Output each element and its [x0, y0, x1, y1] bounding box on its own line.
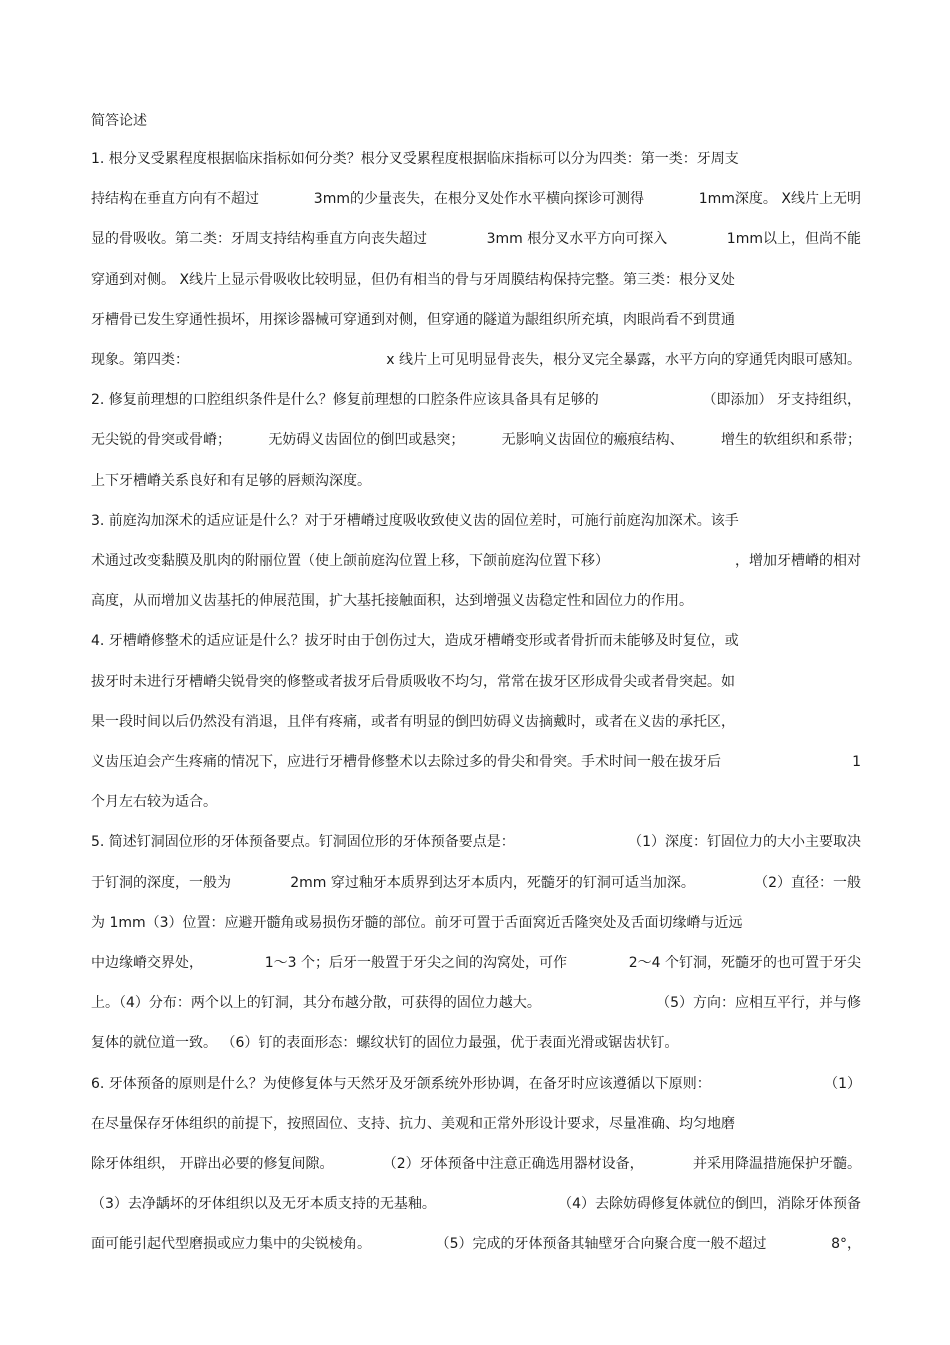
- text-segment: 增生的软组织和系带；: [720, 432, 861, 449]
- text-line: [91, 1115, 861, 1133]
- text-segment: 2. 修复前理想的口腔组织条件是什么？修复前理想的口腔条件应该具备具有足够的: [91, 392, 599, 409]
- text-line: [91, 552, 861, 570]
- text-line: [91, 271, 861, 289]
- text-segment: （4）去除妨碍修复体就位的倒凹，消除牙体预备: [558, 1196, 861, 1213]
- text-line: [91, 833, 861, 851]
- text-segment: 高度，从而增加义齿基托的伸展范围，扩大基托接触面积，达到增强义齿稳定性和固位力的作用。: [91, 593, 693, 610]
- text-line: [91, 230, 861, 248]
- text-line: [91, 1195, 861, 1213]
- text-line: [91, 1155, 861, 1173]
- text-segment: 上。（4）分布：两个以上的钉洞，其分布越分散，可获得的固位力越大。: [91, 995, 541, 1012]
- text-segment: 6. 牙体预备的原则是什么？为使修复体与天然牙及牙颌系统外形协调，在备牙时应该遵循以下原则：: [91, 1075, 711, 1092]
- text-segment: 义齿压迫会产生疼痛的情况下，应进行牙槽骨修整术以去除过多的骨尖和骨突。手术时间一般在拔牙后: [91, 754, 721, 770]
- text-line: [91, 632, 861, 650]
- text-segment: 3mm 根分叉水平方向可探入: [486, 231, 668, 248]
- text-segment: 1. 根分叉受累程度根据临床指标如何分类？根分叉受累程度根据临床指标可以分为四类：第一类：牙周支: [91, 151, 739, 167]
- text-line: [91, 954, 861, 972]
- text-segment: 显的骨吸收。第二类：牙周支持结构垂直方向丧失超过: [91, 231, 427, 248]
- text-segment: 在尽量保存牙体组织的前提下，按照固位、支持、抗力、美观和正常外形设计要求，尽量准确、均匀地磨: [91, 1115, 735, 1132]
- text-segment: 无影响义齿固位的瘢痕结构、: [501, 432, 684, 449]
- text-segment: 为 1mm（3）位置：应避开髓角或易损伤牙髓的部位。前牙可置于舌面窝近舌隆突处及舌面切缘嵴与近远: [91, 914, 743, 931]
- text-segment: （3）去净龋坏的牙体组织以及无牙本质支持的无基釉。: [91, 1196, 436, 1213]
- text-segment: 1～3 个；后牙一般置于牙尖之间的沟窝处，可作: [264, 955, 567, 971]
- text-line: [91, 592, 861, 610]
- text-segment: ，增加牙槽嵴的相对: [735, 553, 861, 569]
- text-segment: （即添加） 牙支持组织，: [702, 392, 861, 409]
- document-title: 简答论述: [91, 113, 147, 129]
- text-line: [91, 673, 861, 691]
- text-line: [91, 431, 861, 449]
- text-line: [91, 391, 861, 409]
- text-line: [91, 994, 861, 1012]
- text-line: [91, 1034, 861, 1052]
- text-segment: 面可能引起代型磨损或应力集中的尖锐棱角。: [91, 1236, 371, 1253]
- text-segment: 于钉洞的深度，一般为: [91, 874, 231, 891]
- text-segment: x 线片上可见明显骨丧失，根分叉完全暴露，水平方向的穿通凭肉眼可感知。: [386, 352, 861, 368]
- text-segment: （5）方向：应相互平行，并与修: [656, 995, 861, 1012]
- text-segment: 3mm的少量丧失，在根分叉处作水平横向探诊可测得: [313, 191, 644, 208]
- text-line: [91, 351, 861, 369]
- text-line: [91, 1235, 861, 1253]
- text-segment: 果一段时间以后仍然没有消退，且伴有疼痛，或者有明显的倒凹妨碍义齿摘戴时，或者在义齿的承托区，: [91, 713, 735, 730]
- text-segment: 并采用降温措施保护牙髓。: [692, 1156, 861, 1172]
- text-line: [91, 874, 861, 892]
- text-segment: 1mm深度。 X线片上无明: [698, 191, 861, 208]
- text-segment: 持结构在垂直方向有不超过: [91, 191, 259, 208]
- text-segment: 8°，: [831, 1236, 861, 1253]
- text-segment: 无妨碍义齿固位的倒凹或悬突；: [268, 432, 465, 449]
- text-line: [91, 713, 861, 731]
- text-line: [91, 914, 861, 932]
- text-segment: 无尖锐的骨突或骨嵴；: [91, 432, 231, 449]
- text-segment: 除牙体组织， 开辟出必要的修复间隙。: [91, 1156, 334, 1172]
- text-segment: 上下牙槽嵴关系良好和有足够的唇颊沟深度。: [91, 472, 371, 489]
- text-segment: 穿通到对侧。 X线片上显示骨吸收比较明显，但仍有相当的骨与牙周膜结构保持完整。第三类：根分叉处: [91, 271, 736, 288]
- text-segment: 牙槽骨已发生穿通性损坏，用探诊器械可穿通到对侧，但穿通的隧道为龈组织所充填，肉眼尚看不到贯通: [91, 311, 735, 328]
- text-segment: （2）牙体预备中注意正确选用器材设备，: [382, 1156, 644, 1172]
- text-line: [91, 311, 861, 329]
- text-line: [91, 150, 861, 168]
- text-segment: 1: [852, 754, 861, 770]
- text-segment: 1mm以上，但尚不能: [726, 231, 861, 248]
- text-segment: 现象。第四类：: [91, 352, 189, 368]
- text-segment: 2～4 个钉洞，死髓牙的也可置于牙尖: [628, 955, 861, 971]
- text-segment: 2mm 穿过釉牙本质界到达牙本质内，死髓牙的钉洞可适当加深。: [290, 874, 695, 891]
- text-line: [91, 472, 861, 490]
- text-segment: 拔牙时未进行牙槽嵴尖锐骨突的修整或者拔牙后骨质吸收不均匀，常常在拔牙区形成骨尖或者骨突起。如: [91, 673, 735, 690]
- text-segment: （2）直径：一般: [754, 874, 861, 891]
- text-line: [91, 1075, 861, 1093]
- text-segment: 术通过改变黏膜及肌肉的附丽位置（使上颌前庭沟位置上移，下颌前庭沟位置下移）: [91, 553, 609, 569]
- text-segment: （5）完成的牙体预备其轴壁牙合向聚合度一般不超过: [435, 1236, 767, 1253]
- text-line: [91, 512, 861, 530]
- text-line: [91, 190, 861, 208]
- text-line: [91, 793, 861, 811]
- text-segment: 复体的就位道一致。 （6）钉的表面形态：螺纹状钉的固位力最强，优于表面光滑或锯齿状钉。: [91, 1035, 679, 1052]
- text-segment: （1）: [824, 1075, 861, 1092]
- text-segment: （1）深度：钉固位力的大小主要取决: [628, 834, 861, 851]
- text-segment: 5. 简述钉洞固位形的牙体预备要点。钉洞固位形的牙体预备要点是：: [91, 834, 515, 851]
- text-segment: 4. 牙槽嵴修整术的适应证是什么？拔牙时由于创伤过大，造成牙槽嵴变形或者骨折而未能够及时复位，或: [91, 633, 739, 650]
- text-segment: 中边缘嵴交界处，: [91, 955, 203, 971]
- text-segment: 3. 前庭沟加深术的适应证是什么？对于牙槽嵴过度吸收致使义齿的固位差时，可施行前庭沟加深术。该手: [91, 512, 739, 529]
- text-line: [91, 753, 861, 771]
- text-segment: 个月左右较为适合。: [91, 794, 217, 811]
